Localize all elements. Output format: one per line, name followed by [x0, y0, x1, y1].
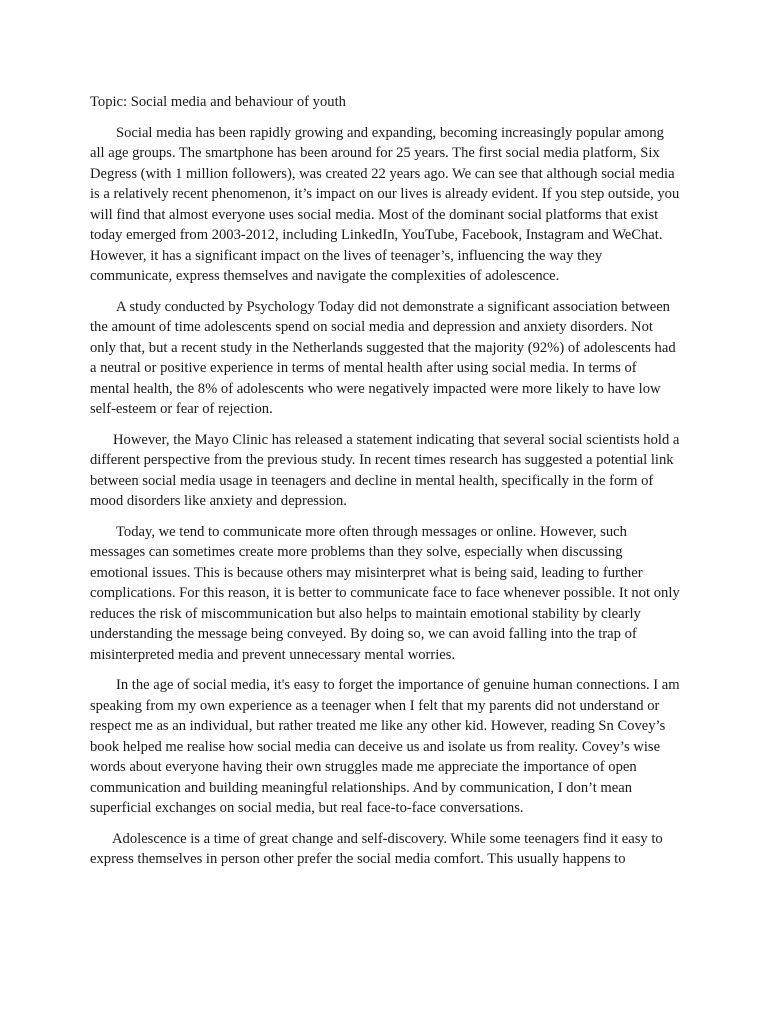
- paragraph-mayo-clinic: However, the Mayo Clinic has released a statement indicating that several social scientists hold a different perspective from the previous study. In recent times research has suggested a potential link between social media usage in teenagers and decline in mental health, specifically in the form of mood disorders like anxiety and depression.: [90, 431, 680, 509]
- document-topic: Topic: Social media and behaviour of youth: [90, 94, 346, 110]
- paragraph-adolescence: Adolescence is a time of great change and self-discovery. While some teenagers find it easy to express themselves in person other prefer the social media comfort. This usually happens to: [90, 830, 663, 867]
- paragraph-human-connections: In the age of social media, it's easy to forget the importance of genuine human connections. I am speaking from my own experience as a teenager when I felt that my parents did not understand or respect me as an individual, but rather treated me like any other kid. However, reading Sn Covey’s book helped me realise how social media can deceive us and isolate us from reality. Covey’s wise words about everyone having their own struggles made me appreciate the importance of open communication and building meaningful relationships. And by communication, I don’t mean superficial exchanges on social media, but real face-to-face conversations.: [90, 677, 680, 816]
- paragraph-psychology-today-study: A study conducted by Psychology Today did not demonstrate a significant association between the amount of time adolescents spend on social media and depression and anxiety disorders. Not only that, but a recent study in the Netherlands suggested that the majority (92%) of adolescents had a neutral or positive experience in terms of mental health after using social media. In terms of mental health, the 8% of adolescents who were negatively impacted were more likely to have low self-esteem or fear of rejection.: [90, 298, 676, 417]
- document-page: [90, 92, 680, 880]
- paragraph-communication: Today, we tend to communicate more often through messages or online. However, such messages can sometimes create more problems than they solve, especially when discussing emotional issues. This is because others may misinterpret what is being said, leading to further complications. For this reason, it is better to communicate face to face whenever possible. It not only reduces the risk of miscommunication but also helps to maintain emotional stability by clearly understanding the message being conveyed. By doing so, we can avoid falling into the trap of misinterpreted media and prevent unnecessary mental worries.: [90, 523, 680, 663]
- paragraph-social-media-growth: Social media has been rapidly growing and expanding, becoming increasingly popular among all age groups. The smartphone has been around for 25 years. The first social media platform, Six Degress (with 1 million followers), was created 22 years ago. We can see that although social media is a relatively recent phenomenon, it’s impact on our lives is already evident. If you step outside, you will find that almost everyone uses social media. Most of the dominant social platforms that exist today emerged from 2003-2012, including LinkedIn, YouTube, Facebook, Instagram and WeChat. However, it has a significant impact on the lives of teenager’s, influencing the way they communicate, express themselves and navigate the complexities of adolescence.: [90, 124, 680, 284]
